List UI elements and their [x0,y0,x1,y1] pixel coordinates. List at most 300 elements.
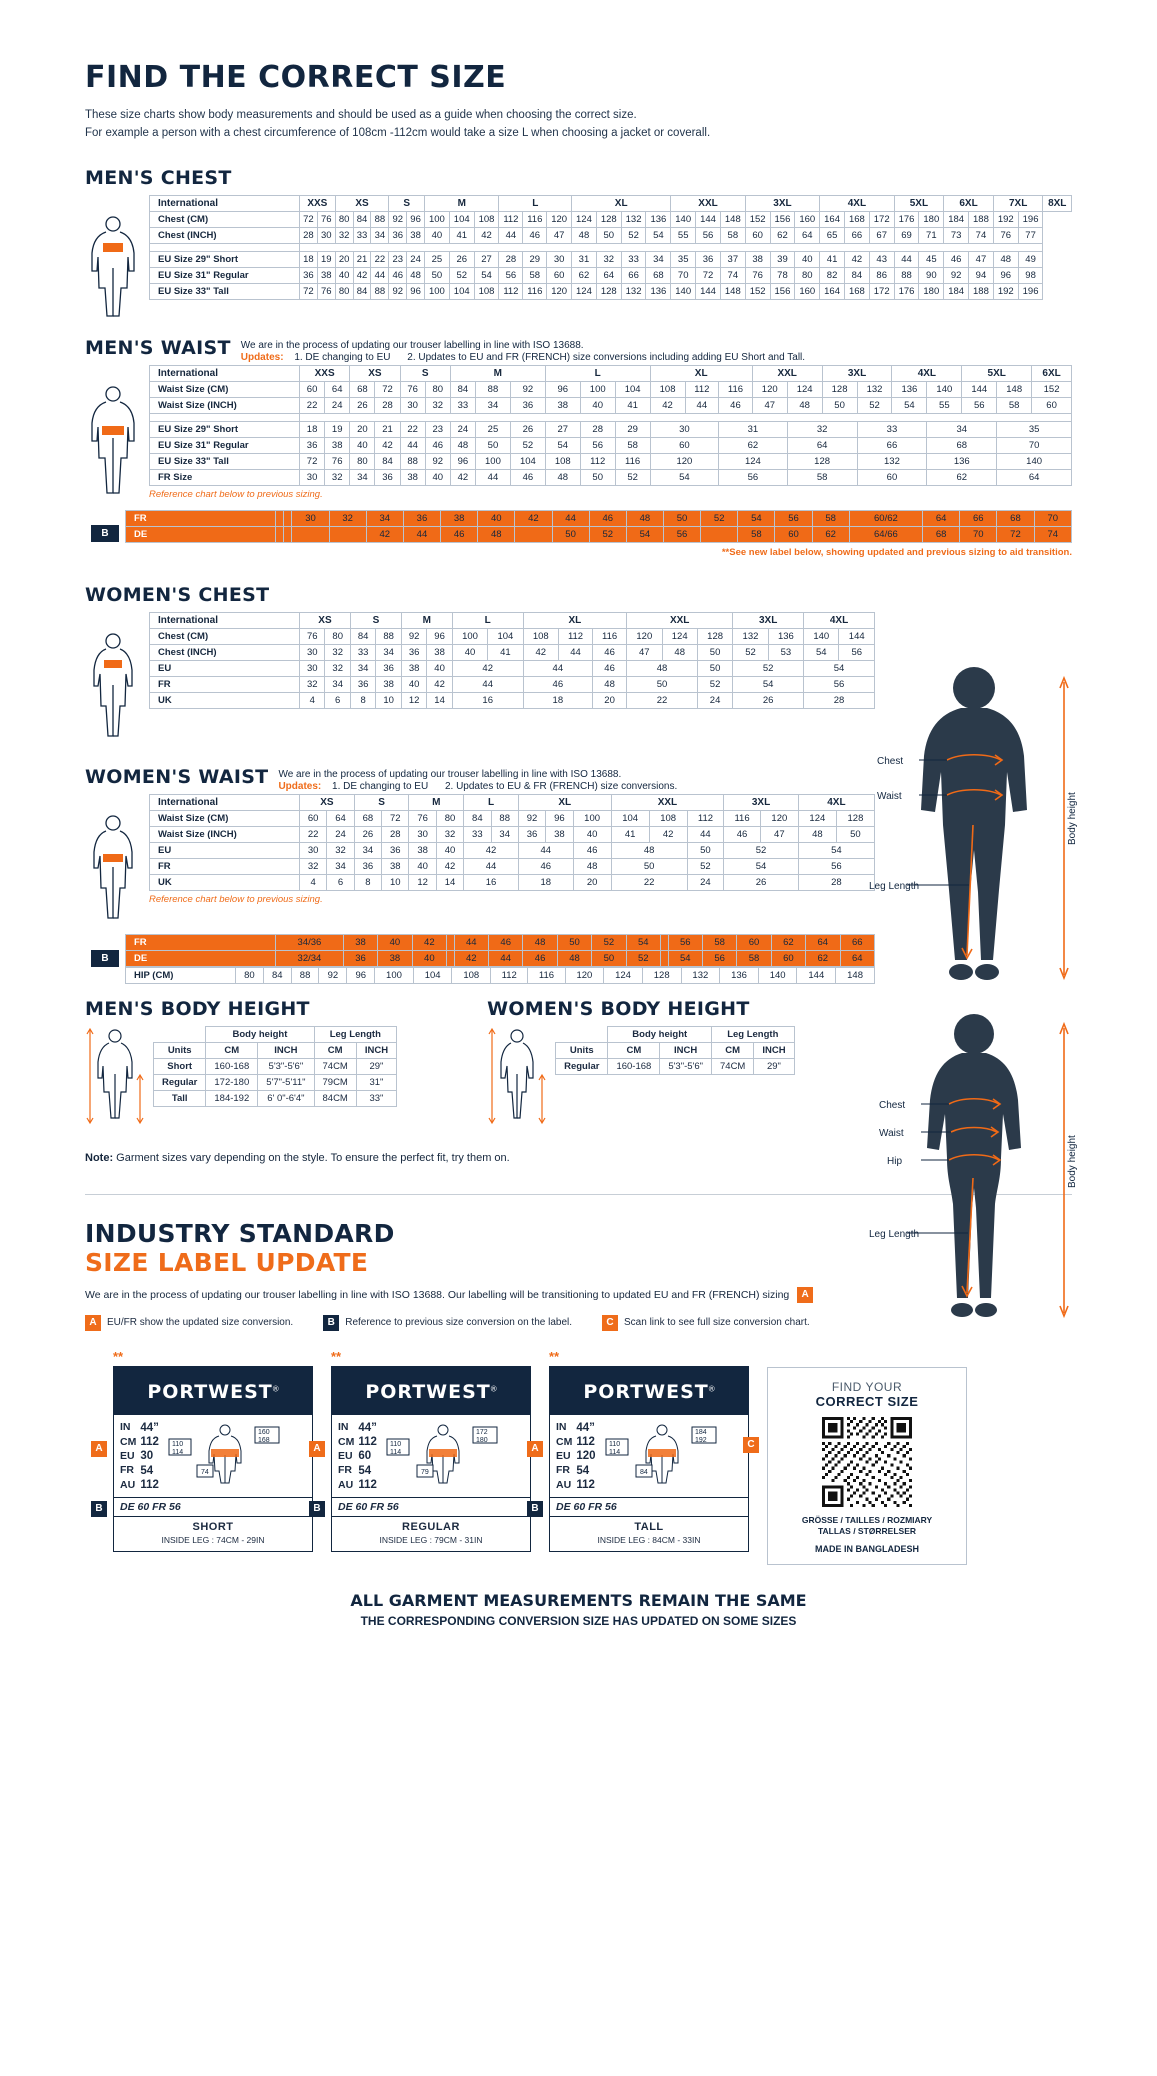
cell: 64 [596,267,621,283]
table-header-group-row [154,1026,397,1042]
row-label: Waist Size (CM) [150,810,300,826]
cell: 33 [621,251,646,267]
cell: 19 [325,421,350,437]
row-label: FR [150,676,300,692]
col-international: International [150,612,300,628]
cell: 84 [464,810,491,826]
code-key: AU [338,1478,354,1491]
cell: 76 [993,227,1018,243]
cell: 18 [518,874,573,890]
cell: 58 [997,397,1032,413]
cell: 156 [770,211,795,227]
cell: 34/36 [276,934,344,950]
cell: 72 [696,267,721,283]
table-row-chest-inch [150,227,1072,243]
cell: 50 [552,526,589,542]
svg-text:180: 180 [475,1436,488,1444]
cell: 56 [663,526,700,542]
cell: 192 [993,211,1018,227]
cell: 60 [300,810,327,826]
col-inch: INCH [754,1042,794,1058]
cell: 52 [857,397,892,413]
cell: 80 [436,810,463,826]
qr-title-line1: FIND YOUR [831,1379,903,1394]
cell: 172 [869,211,894,227]
intro-line-1: These size charts show body measurements and should be used as a guide when choosing the correct size. [85,109,637,121]
cell: 80 [236,967,264,983]
cell: 6' 0"-6'4" [258,1090,314,1106]
cell: 54 [724,858,799,874]
cell: 152 [745,283,770,299]
cell: 34 [371,227,389,243]
cell: 24 [450,421,475,437]
cell: 40 [452,644,487,660]
cell: 34 [646,251,671,267]
table-row-uk [150,874,875,890]
cell: 44 [371,267,389,283]
cell: 120 [650,453,719,469]
code-key: FR [120,1464,134,1477]
cell: 88 [400,453,425,469]
cell: 50 [836,826,874,842]
code-key: FR [338,1464,352,1477]
cell: 164 [820,211,845,227]
cell: 33" [356,1090,396,1106]
tag-b-icon: B [91,1501,107,1517]
label-figure-regular [385,1421,524,1487]
inside-leg: INSIDE LEG : 84CM - 33IN [597,1534,701,1545]
cell: 48 [593,676,627,692]
cell: 140 [804,628,839,644]
cell: 43 [869,251,894,267]
cell: 44 [685,397,719,413]
cell: 84 [375,453,400,469]
label-card-regular [313,1348,531,1552]
update-item-2: 2. Updates to EU & FR (FRENCH) size conversions. [444,780,678,792]
code-key: EU [338,1450,353,1462]
qr-code[interactable] [822,1417,912,1507]
cell: 25 [475,421,510,437]
row-label: HIP (CM) [126,967,236,983]
cell: 22 [400,421,425,437]
cell: 32 [787,421,857,437]
cell: 54 [650,469,719,485]
cell: 33 [353,227,371,243]
cell: 52 [733,660,804,676]
col-4xl: 4XL [892,365,962,381]
cell: 172 [869,283,894,299]
table-row-chest-inch [150,644,875,660]
cell: 112 [580,453,615,469]
mens-body-height-heading: MEN'S BODY HEIGHT [85,997,310,1020]
row-label: Waist Size (CM) [150,381,300,397]
stars-marker: ** [549,1348,560,1364]
cell: 136 [646,211,671,227]
industry-standard-heading: INDUSTRY STANDARD [85,1218,395,1248]
cell: 88 [291,967,319,983]
cell: 132 [857,453,927,469]
cell: 36 [389,227,407,243]
cell: 62 [770,227,795,243]
cell: 144 [696,283,721,299]
cell: 68 [646,267,671,283]
cell: 128 [836,810,874,826]
cell: 24 [327,826,354,842]
col-leg-length: Leg Length [314,1026,397,1042]
cell: 46 [523,950,557,966]
col-3xl: 3XL [724,794,799,810]
label-footer-tall [550,1516,748,1551]
cell: 136 [646,283,671,299]
svg-text:Chest: Chest [879,1100,906,1111]
cell: 148 [997,381,1032,397]
cell: 50 [697,660,732,676]
row-label: Chest (CM) [150,628,300,644]
cell: 82 [820,267,845,283]
cell: 168 [844,211,869,227]
row-label: EU Size 33" Tall [150,283,300,299]
stars-marker: ** [331,1348,342,1364]
table-header-row [150,794,875,810]
cell: 88 [491,810,518,826]
cell: 76 [325,453,350,469]
cell: 46 [523,676,592,692]
cell: 108 [474,211,499,227]
inside-leg: INSIDE LEG : 74CM - 29IN [161,1534,265,1545]
cell: 58 [787,469,857,485]
code-value: 60 [358,1450,372,1463]
svg-text:114: 114 [389,1448,402,1456]
cell: 66 [621,267,646,283]
cell: 48 [626,510,663,526]
update-item-1: 1. DE changing to EU [294,351,391,363]
cell: 40 [412,950,446,966]
col-international: International [150,794,300,810]
cell: 64 [806,934,840,950]
svg-text:Leg Length: Leg Length [869,881,920,892]
cell: 40 [378,934,412,950]
cell: 45 [919,251,944,267]
col-3xl: 3XL [822,365,892,381]
cell: 38 [407,227,425,243]
cell: 52 [733,644,768,660]
cell: 42 [649,826,687,842]
col-xs: XS [300,612,351,628]
cell: 44 [687,826,724,842]
body-illustrations [869,660,1079,1346]
cell: 96 [546,810,573,826]
cell: 50 [557,934,591,950]
col-inch: INCH [660,1042,712,1058]
womens-body-height-table [555,1026,795,1075]
cell: 20 [335,251,353,267]
cell: 53 [768,644,803,660]
table-row-eu-tall [150,453,1072,469]
cell: 152 [745,211,770,227]
cell: 56 [499,267,523,283]
col-xl: XL [572,195,671,211]
label-update-subtitle-text: We are in the process of updating our trouser labelling in line with ISO 13688. Our labelling will be transitioning to updated EU and FR (FRENCH) sizing [85,1288,790,1301]
row-label: EU Size 31" Regular [150,267,300,283]
cell: 96 [347,967,375,983]
label-card-short [95,1348,313,1552]
cell: 52 [701,510,738,526]
code-value: 44” [358,1421,377,1434]
row-label: Chest (INCH) [150,227,300,243]
table-row-prev-fr [126,934,875,950]
cell: 38 [400,469,425,485]
col-xs: XS [300,794,355,810]
col-leg-length: Leg Length [712,1026,795,1042]
cell: 29 [615,421,650,437]
cell: 98 [1018,267,1043,283]
cell: 58 [812,510,849,526]
cell: 44 [400,437,425,453]
cell: 160 [795,211,820,227]
mens-waist-footnote: **See new label below, showing updated and previous sizing to aid transition. [721,546,1072,558]
cell: 32 [300,676,325,692]
cell: 100 [425,211,450,227]
table-header-row [150,195,1072,211]
cell: 92 [401,628,426,644]
legend-b-text: Reference to previous size conversion on the label. [345,1317,573,1329]
cell: 44 [558,644,592,660]
cell: 23 [389,251,407,267]
cell: 20 [350,421,375,437]
cell: 136 [892,381,927,397]
cell: 40 [409,858,436,874]
table-row-eu-regular [150,267,1072,283]
col-cm: CM [206,1042,258,1058]
fit-name: SHORT [192,1520,234,1533]
cell: 48 [523,934,557,950]
womens-waist-table [149,794,875,891]
table-row-chest-cm [150,628,875,644]
cell: 104 [449,283,474,299]
cell: 60 [737,934,771,950]
cell: 136 [768,628,803,644]
cell: 38 [546,826,573,842]
cell: 39 [770,251,795,267]
cell: 38 [343,934,377,950]
cell: 196 [1018,211,1043,227]
cell: 50 [687,842,724,858]
cell: 71 [919,227,944,243]
cell: 48 [798,826,836,842]
brand-trademark: ® [272,1384,279,1394]
label-card-tall [531,1348,749,1552]
previous-size-tall: DE 60 FR 56 [550,1497,748,1516]
qr-footer-line2: TALLAS / STØRRELSER [817,1526,917,1537]
cell: 50 [592,950,626,966]
cell: 56 [804,676,875,692]
col-cm: CM [314,1042,356,1058]
label-footer-short [114,1516,312,1551]
cell: 40 [425,227,450,243]
womens-chest-figure [85,612,141,750]
cell: 144 [839,628,875,644]
cell: 28 [300,227,318,243]
cell: 58 [615,437,650,453]
cell: 54 [798,842,874,858]
cell: 52 [687,858,724,874]
row-label: DE [126,950,276,966]
code-key: EU [556,1450,571,1462]
cell: 124 [662,628,697,644]
cell: 44 [552,510,589,526]
cell: 32 [335,227,353,243]
cell: 136 [720,967,759,983]
cell: 128 [596,211,621,227]
cell: 184 [944,283,969,299]
womens-waist-figure [85,794,141,932]
svg-text:Waist: Waist [879,1128,904,1139]
cell: 48 [787,397,822,413]
cell: 34 [354,842,381,858]
mens-chest-heading: MEN'S CHEST [85,166,232,189]
code-key: AU [556,1478,572,1491]
cell: 60/62 [849,510,922,526]
code-value: 112 [358,1436,377,1448]
qr-card[interactable] [767,1367,967,1565]
cell: 120 [627,628,662,644]
womens-body-height-block [487,998,795,1126]
qr-footer-line1: GRÖSSE / TAILLES / ROZMIARY [801,1514,933,1525]
cell: 34 [927,421,997,437]
cell: 76 [317,211,335,227]
cell: 72 [997,526,1034,542]
cell: 84 [450,381,475,397]
cell: 62 [812,526,849,542]
cell: 64 [787,437,857,453]
cell: 38 [409,842,436,858]
cell: 100 [375,967,414,983]
code-key: IN [338,1421,349,1434]
mens-chest-figure [85,195,141,323]
mens-waist-table [149,365,1072,486]
cell: 72 [300,453,325,469]
womens-chest-heading: WOMEN'S CHEST [85,583,270,606]
cell: 116 [724,810,761,826]
table-row-waist-inch [150,826,875,842]
cell: 74CM [712,1058,754,1074]
cell: 55 [671,227,696,243]
cell: 38 [317,267,335,283]
cell: 100 [425,283,450,299]
legend-item-a [85,1315,293,1331]
cell: 132 [733,628,768,644]
cell: 88 [371,211,389,227]
cell: 54 [892,397,927,413]
label-examples-row [85,1349,1072,1565]
cell: 46 [441,526,478,542]
cell: 116 [523,211,547,227]
col-xxl: XXL [627,612,733,628]
cell: 50 [697,644,732,660]
mens-chest-table [149,195,1072,300]
cell: 56 [696,227,721,243]
table-row-waist-inch [150,397,1072,413]
cell: 140 [671,283,696,299]
cell: 44 [894,251,919,267]
cell: 28 [580,421,615,437]
table-row-eu-regular [150,437,1072,453]
cell: 68 [927,437,997,453]
svg-text:114: 114 [171,1448,184,1456]
update-item-1: 1. DE changing to EU [332,780,429,792]
cell [660,934,668,950]
cell: 32 [596,251,621,267]
cell: 48 [611,842,687,858]
cell: 100 [452,628,487,644]
mens-waist-figure [85,365,141,508]
womens-waist-heading: WOMEN'S WAIST [85,765,269,788]
cell: 21 [353,251,371,267]
table-row-waist-cm [150,381,1072,397]
cell: 46 [593,644,627,660]
cell: 29" [754,1058,794,1074]
cell: 92 [319,967,347,983]
cell: 28 [798,874,874,890]
cell: 80 [425,381,450,397]
cell [292,526,329,542]
cell: 144 [797,967,836,983]
cell: 18 [523,692,592,708]
cell: 29 [523,251,547,267]
cell: 41 [488,644,523,660]
cell [447,934,455,950]
col-xxs: XXS [300,195,336,211]
cell: 32 [325,469,350,485]
mens-previous-sizing-table [125,510,1072,543]
cell: 26 [449,251,474,267]
svg-text:192: 192 [694,1436,707,1444]
table-spacer-row [150,413,1072,421]
cell: 34 [366,510,403,526]
cell: 76 [400,381,425,397]
code-key: CM [556,1435,573,1448]
code-value: 112 [140,1479,159,1492]
col-3xl: 3XL [733,612,804,628]
cell: 58 [702,934,736,950]
womens-hip-table [125,967,875,984]
cell: 64 [840,950,875,966]
cell: 44 [464,858,519,874]
col-cm: CM [712,1042,754,1058]
cell: 50 [822,397,857,413]
mens-body-height-table [153,1026,397,1107]
cell: 48 [545,469,580,485]
col-inch: INCH [356,1042,396,1058]
cell: 160 [795,283,820,299]
cell: 44 [403,526,440,542]
cell: 36 [518,826,545,842]
cell: 76 [745,267,770,283]
cell: 76 [409,810,436,826]
svg-text:168: 168 [257,1436,270,1444]
cell: 32 [327,842,354,858]
cell: 92 [510,381,545,397]
fit-name: TALL [634,1520,664,1533]
cell: 92 [389,211,407,227]
cell: 20 [593,692,627,708]
code-key: FR [556,1464,570,1477]
cell: 140 [927,381,962,397]
previous-size-regular: DE 60 FR 56 [332,1497,530,1516]
code-value: 112 [576,1436,595,1448]
cell: 46 [944,251,969,267]
size-codes-short [120,1421,163,1493]
